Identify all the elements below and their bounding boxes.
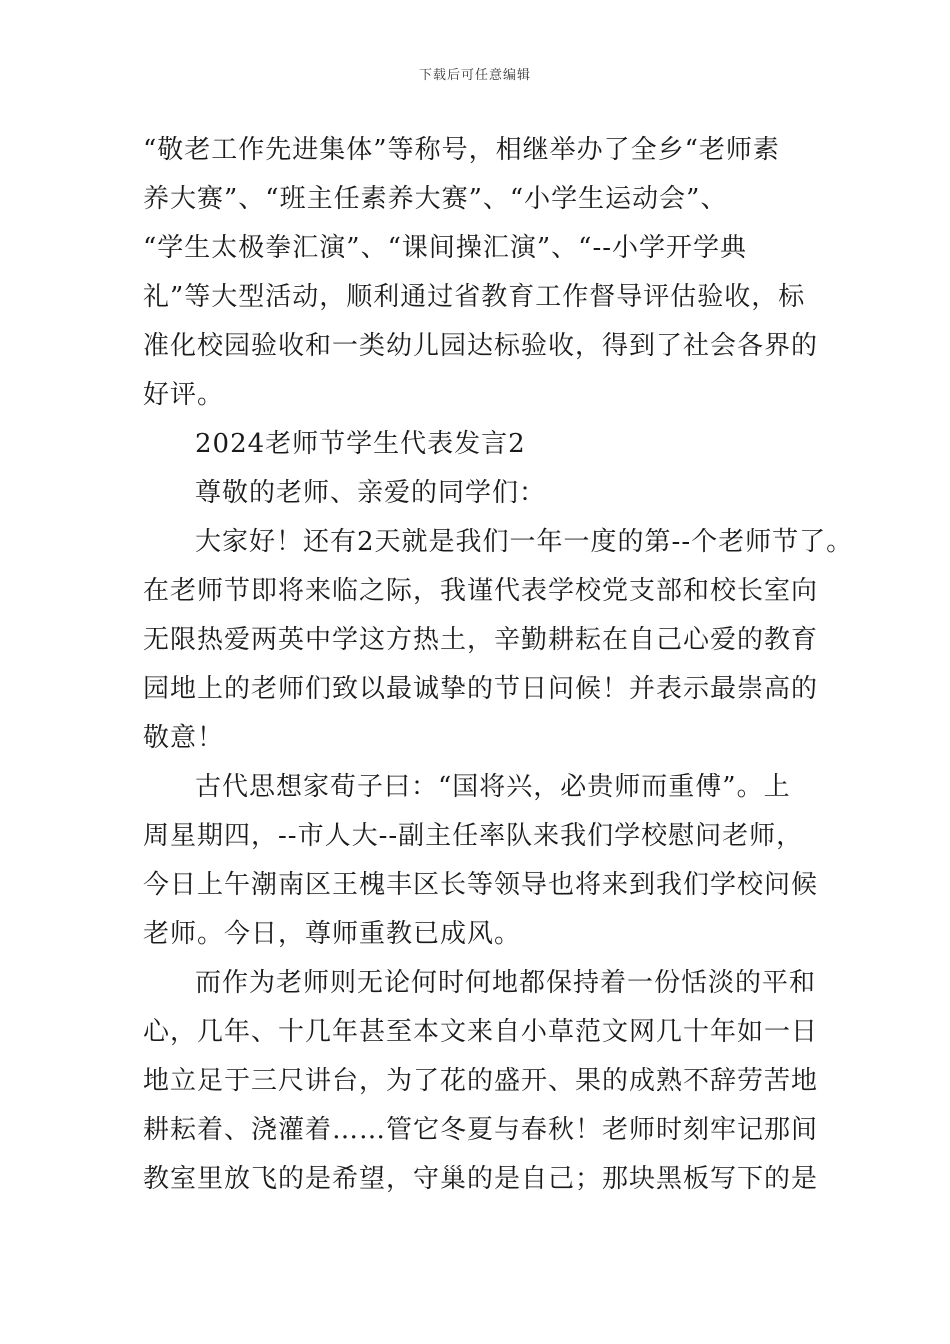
text-line: 准化校园验收和一类幼儿园达标验收，得到了社会各界的 — [143, 331, 819, 361]
salutation: 尊敬的老师、亲爱的同学们： — [195, 478, 547, 508]
text-line: 无限热爱两英中学这方热土，辛勤耕耘在自己心爱的教育 — [143, 625, 819, 655]
text-line: 今日上午潮南区王槐丰区长等领导也将来到我们学校问候 — [143, 870, 819, 900]
page-header: 下载后可任意编辑 — [418, 68, 531, 83]
document-body — [143, 126, 854, 1204]
text-line: 古代思想家荀子曰：“国将兴，必贵师而重傅”。上 — [195, 772, 791, 802]
text-line: 礼”等大型活动，顺利通过省教育工作督导评估验收，标 — [143, 282, 806, 312]
text-line: 养大赛”、“班主任素养大赛”、“小学生运动会”、 — [143, 184, 728, 214]
text-line: “学生太极拳汇演”、“课间操汇演”、“--小学开学典 — [143, 233, 748, 263]
text-line: 心，几年、十几年甚至本文来自小草范文网几十年如一日 — [143, 1017, 819, 1047]
text-line: 在老师节即将来临之际，我谨代表学校党支部和校长室向 — [143, 576, 819, 606]
text-line: 大家好！还有2天就是我们一年一度的第--个老师节了。 — [195, 527, 854, 557]
text-line: 教室里放飞的是希望，守巢的是自己；那块黑板写下的是 — [143, 1164, 819, 1194]
text-line: 老师。今日，尊师重教已成风。 — [143, 919, 522, 949]
text-line: 好评。 — [143, 380, 225, 410]
text-line: 而作为老师则无论何时何地都保持着一份恬淡的平和 — [195, 968, 817, 998]
text-line: 地立足于三尺讲台，为了花的盛开、果的成熟不辞劳苦地 — [143, 1066, 819, 1096]
text-line: 园地上的老师们致以最诚挚的节日问候！并表示最崇高的 — [143, 674, 819, 704]
section-heading: 2024老师节学生代表发言2 — [195, 429, 526, 459]
text-line: 周星期四，--市人大--副主任率队来我们学校慰问老师， — [143, 821, 804, 851]
text-line: 耕耘着、浇灌着……管它冬夏与春秋！老师时刻牢记那间 — [143, 1115, 819, 1145]
text-line: 敬意！ — [143, 723, 225, 753]
text-line: “敬老工作先进集体”等称号，相继举办了全乡“老师素 — [143, 135, 780, 165]
